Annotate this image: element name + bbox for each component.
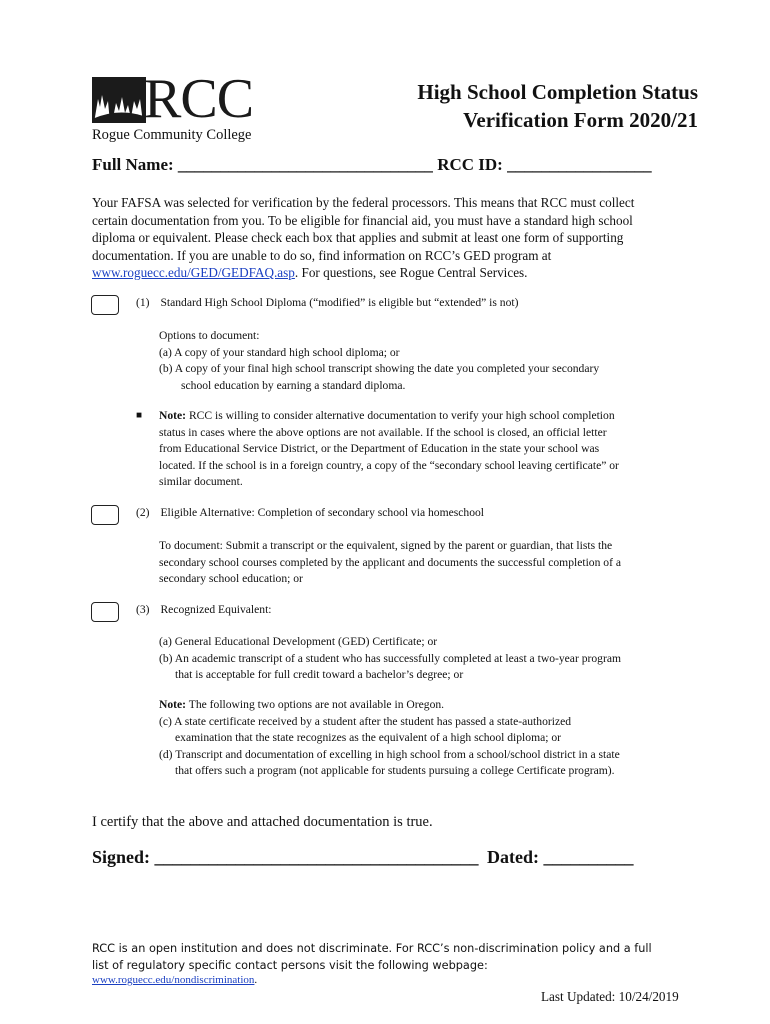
option2-header	[136, 505, 484, 522]
option1-note-line: from Educational Service District, or the Department of Education in the state your school was	[159, 442, 600, 455]
option3-item-b-cont: that is acceptable for full credit toward a bachelor’s degree; or	[175, 668, 464, 681]
option2-doc-line: To document: Submit a transcript or the equivalent, signed by the parent or guardian, that lists the	[159, 539, 613, 552]
signed-field[interactable]: Signed: ____________________________________	[92, 847, 479, 867]
form-title-line1: High School Completion Status	[417, 80, 698, 104]
rcc-id-field[interactable]: RCC ID: _________________	[437, 155, 652, 174]
option2-doc-line: secondary school courses completed by the applicant and documents the successful completion of a	[159, 555, 622, 569]
option3-note	[159, 697, 620, 780]
option1-note	[159, 408, 619, 491]
dated-field[interactable]: Dated: __________	[487, 847, 634, 867]
footer-line: RCC is an open institution and does not discriminate. For RCC’s non-discrimination policy and a full	[92, 942, 652, 955]
option3-header	[136, 602, 272, 619]
nondiscrimination-link[interactable]: www.roguecc.edu/nondiscrimination	[92, 974, 255, 986]
option1-number: (1)	[136, 296, 150, 309]
option1-note-line: RCC is willing to consider alternative documentation to verify your high school completion	[186, 409, 615, 422]
college-name: Rogue Community College	[92, 127, 252, 143]
option1-item-b: (b) A copy of your final high school transcript showing the date you completed your secondary	[159, 362, 600, 375]
form-title-line2: Verification Form 2020/21	[463, 108, 698, 132]
intro-paragraph	[92, 194, 692, 282]
option2-checkbox[interactable]	[91, 505, 119, 525]
option1-label: Standard High School Diploma (“modified” is eligible but “extended” is not)	[160, 296, 519, 309]
logo-letters: RCC	[144, 68, 254, 130]
option3-note-label: Note:	[159, 698, 187, 711]
option3-item-b: (b) An academic transcript of a student who has successfully completed at least a two-year program	[159, 651, 621, 665]
option3-note-text: The following two options are not available in Oregon.	[186, 698, 445, 711]
certification-statement: I certify that the above and attached documentation is true.	[92, 814, 433, 830]
option1-note-label: Note:	[159, 409, 187, 422]
name-id-fields	[92, 155, 652, 175]
bullet-icon: ■	[136, 410, 143, 421]
option3-list	[159, 634, 621, 684]
intro-line: Your FAFSA was selected for verification by the federal processors. This means that RCC must collect	[92, 195, 635, 210]
intro-line	[92, 264, 692, 282]
option3-item-c-cont: examination that the state recognizes as the equivalent of a high school diploma; or	[175, 731, 562, 744]
option3-label: Recognized Equivalent:	[160, 603, 272, 616]
option3-number: (3)	[136, 603, 150, 616]
footer-link-line	[92, 974, 257, 986]
option1-item-b-cont: school education by earning a standard diploma.	[181, 378, 406, 392]
nondiscrimination-notice	[92, 940, 702, 974]
option1-note-line: status in cases where the above options are not available. If the school is closed, an official letter	[159, 425, 607, 439]
last-updated: Last Updated: 10/24/2019	[541, 989, 679, 1004]
intro-line: certain documentation from you. To be eligible for financial aid, you must have a standard high school	[92, 212, 633, 228]
option2-label: Eligible Alternative: Completion of secondary school via homeschool	[160, 506, 485, 519]
option1-item-a: (a) A copy of your standard high school diploma; or	[159, 345, 400, 359]
ged-faq-link[interactable]: www.roguecc.edu/GED/GEDFAQ.asp	[92, 265, 295, 280]
option1-note-line: similar document.	[159, 475, 243, 488]
footer-link-suffix: .	[254, 974, 258, 986]
option1-doc-heading: Options to document:	[159, 329, 260, 342]
option1-note-line: located. If the school is in a foreign country, a copy of the “secondary school leaving certificate” or	[159, 458, 619, 472]
intro-line: diploma or equivalent. Please check each box that applies and submit at least one form of supporting	[92, 230, 624, 245]
option1-checkbox[interactable]	[91, 295, 119, 315]
option3-checkbox[interactable]	[91, 602, 119, 622]
forest-landscape-icon	[92, 77, 146, 123]
option2-doc-line: secondary school education; or	[159, 572, 303, 585]
option3-item-a: (a) General Educational Development (GED) Certificate; or	[159, 635, 438, 648]
full-name-field[interactable]: Full Name: ______________________________	[92, 155, 433, 174]
intro-after-link: . For questions, see Rogue Central Services.	[294, 265, 528, 280]
signature-line	[92, 847, 634, 868]
footer-line: list of regulatory specific contact persons visit the following webpage:	[92, 959, 488, 972]
form-title	[338, 78, 698, 134]
option2-number: (2)	[136, 506, 150, 519]
option3-item-d: (d) Transcript and documentation of excelling in high school from a school/school district in a state	[159, 747, 620, 761]
intro-line: documentation. If you are unable to do so, find information on RCC’s GED program at	[92, 247, 552, 263]
option2-documentation	[159, 538, 621, 588]
rcc-logo	[92, 68, 267, 145]
option1-header	[136, 295, 518, 312]
option3-item-c: (c) A state certificate received by a student after the student has passed a state-authorized	[159, 714, 572, 728]
option1-documentation	[159, 328, 599, 394]
option3-item-d-cont: that offers such a program (not applicable for students pursuing a college Certificate program).	[175, 764, 615, 777]
